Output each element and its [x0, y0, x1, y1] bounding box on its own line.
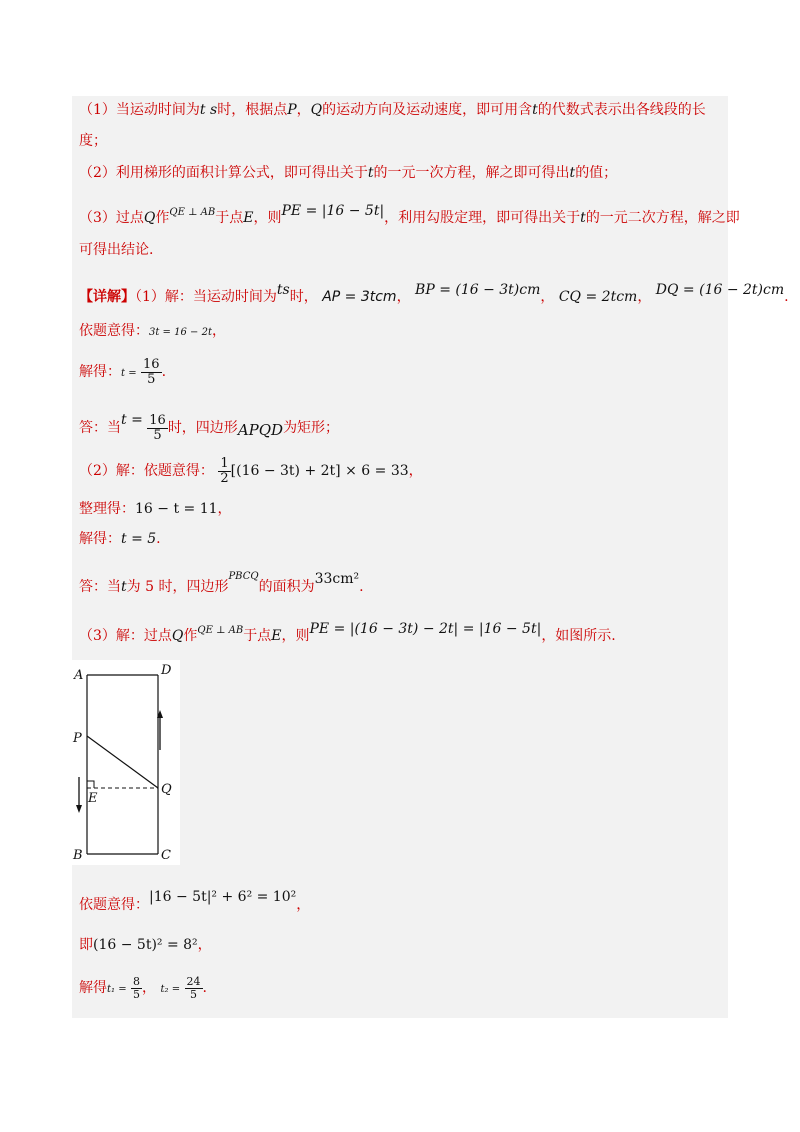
- var-P: P: [287, 102, 297, 118]
- text: 于点: [215, 210, 244, 226]
- detail-step-2-simplify: [79, 500, 232, 518]
- text: ，则: [253, 210, 282, 226]
- text: 答：当: [79, 420, 121, 436]
- math-pe: PE = |16 − 5t|: [281, 203, 385, 219]
- math-t: t = 5: [121, 531, 157, 547]
- text: .: [359, 579, 364, 595]
- text: （1）解：当运动时间为: [135, 289, 277, 305]
- fraction-8-5: [131, 976, 142, 1001]
- math-dq: DQ = (16 − 2t)cm: [655, 282, 785, 298]
- label-A: A: [74, 668, 84, 683]
- text: .: [202, 980, 207, 996]
- text: 解得：: [79, 531, 121, 547]
- text: .: [156, 531, 161, 547]
- detail-step-3-sq: [79, 936, 212, 954]
- math-perp: QE ⊥ AB: [169, 207, 216, 218]
- detail-label: 【详解】: [79, 289, 135, 305]
- text: 即: [79, 937, 93, 953]
- text: 为矩形；: [283, 420, 340, 436]
- text: 的面积为: [258, 579, 315, 595]
- fraction-1-2: [218, 457, 230, 486]
- frac-num: 1: [220, 455, 229, 471]
- text: 时，: [289, 289, 318, 305]
- text: ，: [142, 980, 157, 996]
- var-t: t: [121, 579, 127, 595]
- var-t: t: [569, 165, 576, 181]
- var-t: t: [199, 102, 206, 118]
- text: 依题意得：: [79, 323, 149, 339]
- math-t1: t₁ =: [107, 984, 127, 995]
- detail-step-3-eq: [79, 888, 310, 914]
- text: ，利用勾股定理，即可得出关于: [384, 210, 581, 226]
- text: 的运动方向及运动速度，即可用含: [322, 102, 533, 118]
- math-eq: 16 − t = 11: [135, 501, 218, 517]
- math-area: 33cm²: [314, 571, 360, 587]
- text: 整理得：: [79, 501, 135, 517]
- math-t: t =: [121, 368, 137, 379]
- var-E: E: [271, 628, 282, 644]
- var-t: t: [580, 210, 586, 226]
- var-t: t: [532, 102, 538, 118]
- content-panel: [72, 96, 728, 1018]
- text: ，: [217, 501, 232, 517]
- text: （2）利用梯形的面积计算公式，即可得出关于: [79, 165, 368, 181]
- math-area-eq: [(16 − 3t) + 2t] × 6 = 33: [230, 463, 409, 479]
- text: 答：当: [79, 579, 121, 595]
- hint-step-1: [79, 101, 706, 119]
- frac-num: 8: [133, 974, 141, 988]
- label-P: P: [73, 731, 82, 746]
- text: 时，根据点: [217, 102, 288, 118]
- text: ，: [197, 937, 212, 953]
- text: 的一元二次方程，解之即: [585, 210, 740, 226]
- text: ，: [540, 289, 555, 305]
- var-ts: ts: [276, 282, 290, 298]
- text: 的值；: [575, 165, 618, 181]
- text: 依题意得：: [79, 897, 149, 913]
- hint-step-3-cont: [79, 241, 153, 259]
- var-Q: Q: [310, 102, 323, 118]
- text: （1）当运动时间为: [79, 102, 200, 118]
- var-Q: Q: [171, 628, 184, 644]
- math-t2: t₂ =: [160, 984, 181, 995]
- math-square-eq: (16 − 5t)² = 8²: [93, 937, 198, 953]
- text: 时，四边形: [167, 420, 238, 436]
- text: .: [161, 364, 167, 380]
- text: 度；: [79, 133, 107, 149]
- frac-num: 16: [143, 356, 160, 372]
- math-ap: AP = 3tcm: [322, 289, 397, 305]
- math-pythag: |16 − 5t|² + 6² = 10²: [149, 889, 297, 905]
- math-eq: 3t = 16 − 2t: [149, 327, 212, 338]
- text: ，则: [281, 628, 310, 644]
- var-Q: Q: [143, 210, 156, 226]
- label-B: B: [73, 848, 83, 863]
- text: 作: [183, 628, 198, 644]
- text: 的一元一次方程，解之即可得出: [373, 165, 570, 181]
- text: 的代数式表示出各线段的长: [537, 102, 706, 118]
- shape-pbcq: PBCQ: [228, 571, 259, 582]
- math-pe: PE = |(16 − 3t) − 2t| = |16 − 5t|: [309, 621, 542, 637]
- text: （2）解：依题意得：: [79, 463, 214, 479]
- fraction-24-5: [185, 976, 203, 1001]
- frac-den: 2: [220, 470, 229, 486]
- text: （3）过点: [79, 210, 144, 226]
- detail-step-2-answer: [79, 568, 364, 596]
- hint-step-2: [79, 164, 617, 182]
- detail-step-3: [79, 620, 616, 645]
- frac-den: 5: [133, 987, 141, 1001]
- math-t: t =: [121, 412, 143, 428]
- math-bp: BP = (16 − 3t)cm: [415, 282, 541, 298]
- detail-step-1-answer: [79, 400, 340, 443]
- fraction-16-5: [147, 414, 168, 443]
- detail-step-2: [79, 451, 423, 491]
- label-D: D: [161, 663, 172, 678]
- text: 于点: [243, 628, 272, 644]
- text: ，: [637, 289, 652, 305]
- frac-den: 5: [153, 427, 162, 443]
- frac-den: 5: [190, 987, 198, 1001]
- text: ，如图所示.: [541, 628, 616, 644]
- geometry-figure: [70, 660, 180, 865]
- text: .: [784, 289, 789, 305]
- math-perp: QE ⊥ AB: [197, 625, 244, 636]
- text: ，: [396, 289, 411, 305]
- text: 可得出结论.: [79, 242, 154, 258]
- label-Q: Q: [161, 782, 172, 797]
- hint-step-3: [79, 202, 740, 227]
- frac-num: 16: [149, 412, 166, 428]
- hint-step-1-cont: [79, 132, 107, 150]
- frac-num: 24: [186, 974, 201, 988]
- detail-step-1: [79, 281, 789, 306]
- math-cq: CQ = 2tcm: [558, 289, 638, 305]
- text: 为 5 时，四边形: [126, 579, 229, 595]
- text: 解得：: [79, 364, 121, 380]
- text: ，: [296, 897, 311, 913]
- label-E: E: [88, 791, 98, 806]
- var-s: s: [210, 102, 218, 118]
- fraction-16-5: [141, 358, 162, 387]
- detail-step-2-solve: [79, 530, 161, 548]
- text: 解得: [79, 980, 107, 996]
- detail-step-3-solve: [79, 968, 207, 1008]
- text: ，: [296, 102, 311, 118]
- frac-den: 5: [147, 371, 156, 387]
- detail-step-1-solve: [79, 352, 166, 392]
- text: ，: [211, 323, 226, 339]
- var-E: E: [243, 210, 254, 226]
- shape-apqd: APQD: [237, 421, 284, 439]
- text: 作: [155, 210, 170, 226]
- detail-step-1-eq: [79, 322, 226, 342]
- text: ，: [408, 463, 423, 479]
- text: （3）解：过点: [79, 628, 172, 644]
- label-C: C: [161, 848, 171, 863]
- var-t: t: [367, 165, 374, 181]
